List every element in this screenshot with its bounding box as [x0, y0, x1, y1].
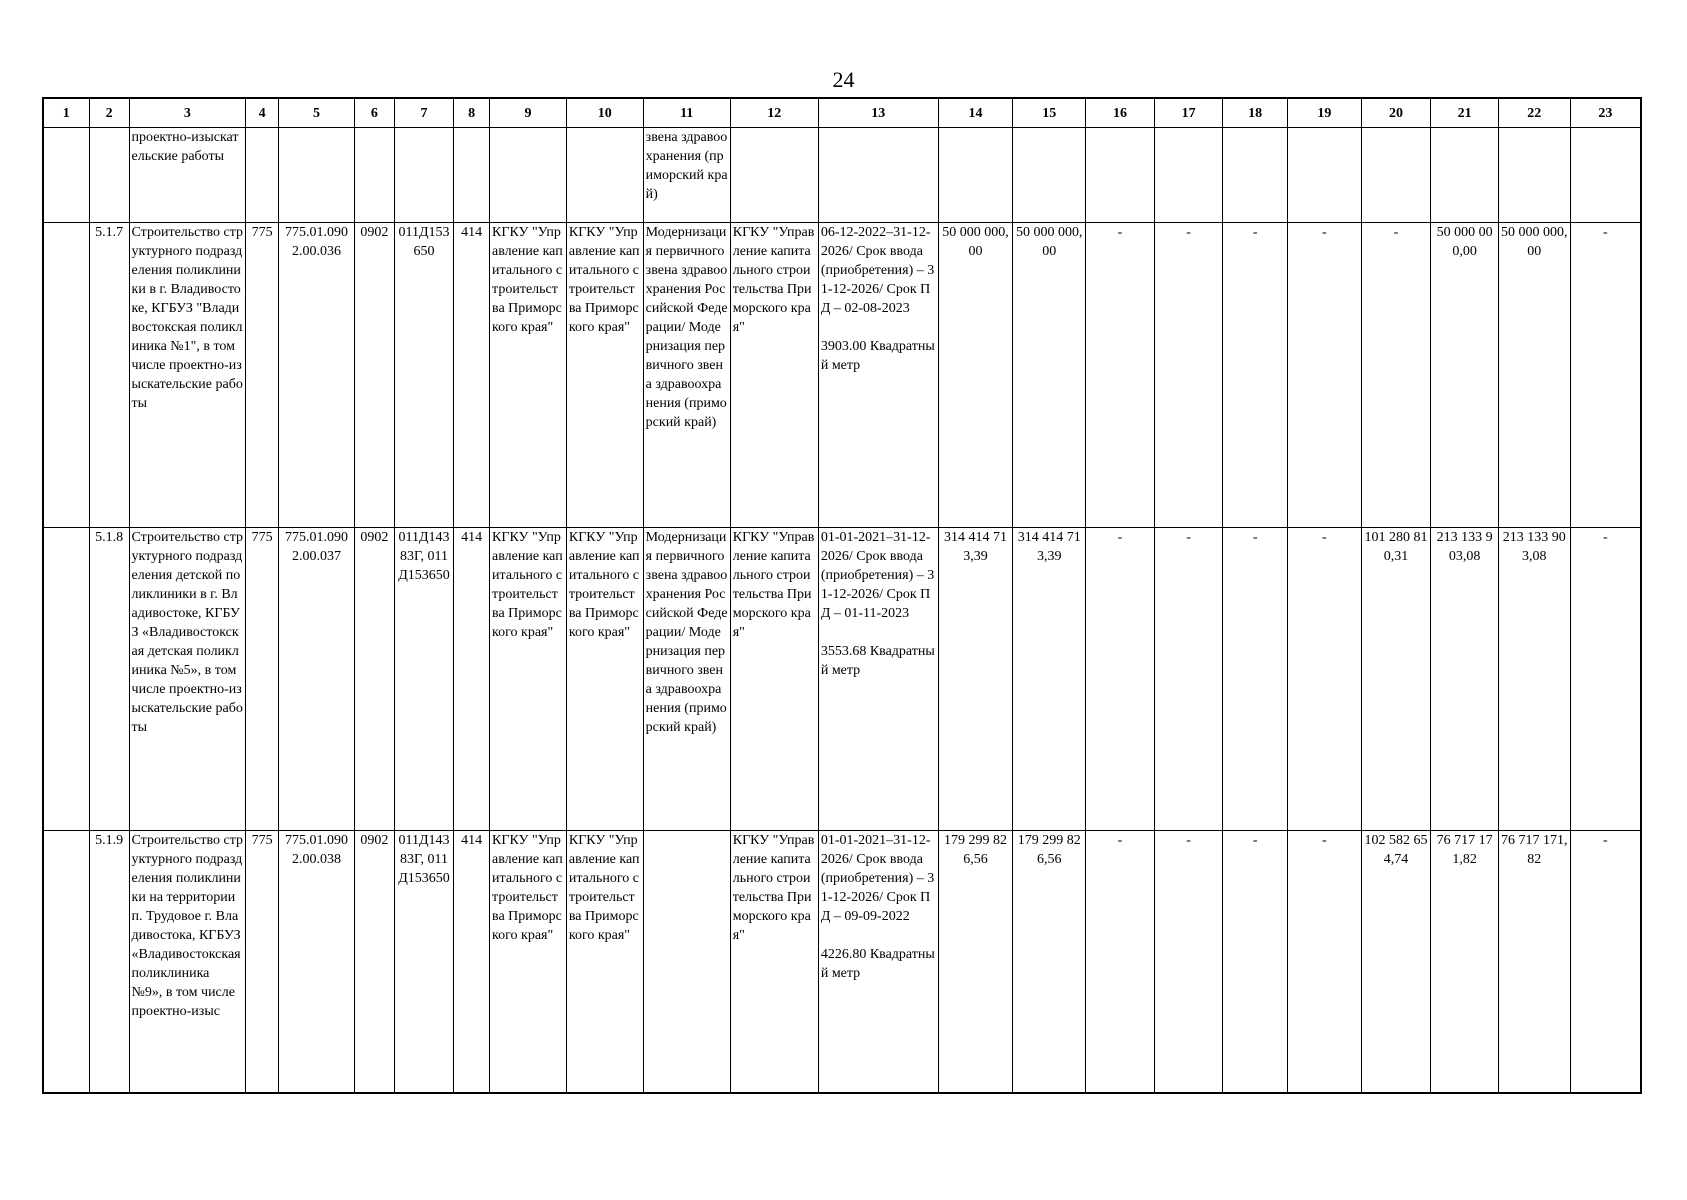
cell-col20: [1361, 128, 1431, 223]
cell-col20: 102 582 654,74: [1361, 831, 1431, 1093]
cell-col16: -: [1086, 223, 1155, 528]
cell-col23: -: [1570, 223, 1641, 528]
cell-col8: 414: [454, 831, 490, 1093]
cell-col19: -: [1287, 223, 1361, 528]
cell-col19: -: [1287, 831, 1361, 1093]
cell-col12: [730, 128, 818, 223]
cell-col4: 775: [246, 223, 279, 528]
table-row: [43, 128, 1641, 223]
cell-col9: КГКУ "Управление капитального строительства Приморского края": [490, 528, 567, 831]
cell-col1: [43, 528, 89, 831]
cell-col1: [43, 223, 89, 528]
column-header: 14: [938, 98, 1013, 128]
cell-col8: 414: [454, 528, 490, 831]
cell-item-number: [89, 128, 129, 223]
cell-item-number: 5.1.9: [89, 831, 129, 1093]
cell-col15: 179 299 826,56: [1013, 831, 1086, 1093]
cell-col9: КГКУ "Управление капитального строительства Приморского края": [490, 831, 567, 1093]
cell-col21: 50 000 000,00: [1431, 223, 1499, 528]
column-header: 10: [566, 98, 643, 128]
cell-col15: 314 414 713,39: [1013, 528, 1086, 831]
cell-col7: 011Д14383Г, 011Д153650: [394, 831, 453, 1093]
cell-col11: [643, 831, 730, 1093]
cell-col21: 213 133 903,08: [1431, 528, 1499, 831]
cell-col6: 0902: [354, 528, 394, 831]
cell-col12: КГКУ "Управление капитального строительства Приморского края": [730, 223, 818, 528]
column-header: 9: [490, 98, 567, 128]
cell-col18: [1223, 128, 1288, 223]
cell-col17: -: [1154, 831, 1223, 1093]
header-row: [43, 98, 1641, 128]
cell-col9: КГКУ "Управление капитального строительства Приморского края": [490, 223, 567, 528]
column-header: 16: [1086, 98, 1155, 128]
cell-col10: КГКУ "Управление капитального строительства Приморского края": [566, 223, 643, 528]
column-header: 18: [1223, 98, 1288, 128]
cell-col5: 775.01.0902.00.036: [279, 223, 355, 528]
cell-col11: Модернизация первичного звена здравоохранения Российской Федерации/ Модернизация первичного звена здравоохранения (приморский край): [643, 528, 730, 831]
cell-col17: [1154, 128, 1223, 223]
cell-col4: 775: [246, 831, 279, 1093]
cell-col21: [1431, 128, 1499, 223]
cell-col5: [279, 128, 355, 223]
cell-col6: 0902: [354, 831, 394, 1093]
column-header: 7: [394, 98, 453, 128]
cell-object-name: Строительство структурного подразделения поликлиники в г. Владивостоке, КГБУЗ "Владивостокская поликлиника №1", в том числе проектно-изыскательские работы: [129, 223, 246, 528]
cell-col22: 76 717 171,82: [1498, 831, 1570, 1093]
cell-col6: [354, 128, 394, 223]
cell-col5: 775.01.0902.00.037: [279, 528, 355, 831]
cell-col12: КГКУ "Управление капитального строительства Приморского края": [730, 528, 818, 831]
cell-col15: 50 000 000,00: [1013, 223, 1086, 528]
column-header: 4: [246, 98, 279, 128]
cell-col13: 01-01-2021–31-12-2026/ Срок ввода (приобретения) – 31-12-2026/ Срок ПД – 01-11-2023 3553.68 Квадратный метр: [818, 528, 938, 831]
cell-col12: КГКУ "Управление капитального строительства Приморского края": [730, 831, 818, 1093]
cell-col8: [454, 128, 490, 223]
column-header: 20: [1361, 98, 1431, 128]
cell-col7: 011Д14383Г, 011Д153650: [394, 528, 453, 831]
cell-col4: 775: [246, 528, 279, 831]
cell-col18: -: [1223, 528, 1288, 831]
cell-col23: -: [1570, 528, 1641, 831]
column-header: 12: [730, 98, 818, 128]
cell-col19: [1287, 128, 1361, 223]
cell-col9: [490, 128, 567, 223]
cell-col7: 011Д153650: [394, 223, 453, 528]
column-header: 17: [1154, 98, 1223, 128]
cell-object-name: проектно-изыскательские работы: [129, 128, 246, 223]
cell-col15: [1013, 128, 1086, 223]
cell-col22: 213 133 903,08: [1498, 528, 1570, 831]
column-header: 6: [354, 98, 394, 128]
table-row: [43, 223, 1641, 528]
column-header: 19: [1287, 98, 1361, 128]
cell-col22: [1498, 128, 1570, 223]
cell-col13: 06-12-2022–31-12-2026/ Срок ввода (приобретения) – 31-12-2026/ Срок ПД – 02-08-2023 3903.00 Квадратный метр: [818, 223, 938, 528]
cell-item-number: 5.1.7: [89, 223, 129, 528]
cell-col23: -: [1570, 831, 1641, 1093]
column-header: 22: [1498, 98, 1570, 128]
cell-col19: -: [1287, 528, 1361, 831]
column-header: 8: [454, 98, 490, 128]
cell-col10: [566, 128, 643, 223]
column-header: 23: [1570, 98, 1641, 128]
column-header: 15: [1013, 98, 1086, 128]
cell-col14: 314 414 713,39: [938, 528, 1013, 831]
cell-col4: [246, 128, 279, 223]
budget-table: [42, 97, 1642, 1094]
cell-col16: -: [1086, 528, 1155, 831]
page-number: 24: [832, 67, 855, 92]
cell-col10: КГКУ "Управление капитального строительства Приморского края": [566, 831, 643, 1093]
cell-col6: 0902: [354, 223, 394, 528]
cell-col1: [43, 831, 89, 1093]
cell-col13: [818, 128, 938, 223]
cell-col22: 50 000 000,00: [1498, 223, 1570, 528]
cell-col18: -: [1223, 831, 1288, 1093]
cell-col18: -: [1223, 223, 1288, 528]
cell-col11: Модернизация первичного звена здравоохранения Российской Федерации/ Модернизация первичного звена здравоохранения (приморский край): [643, 223, 730, 528]
cell-col17: -: [1154, 528, 1223, 831]
cell-col17: -: [1154, 223, 1223, 528]
cell-col8: 414: [454, 223, 490, 528]
table-row: [43, 831, 1641, 1093]
column-header: 1: [43, 98, 89, 128]
cell-col20: 101 280 810,31: [1361, 528, 1431, 831]
column-header: 11: [643, 98, 730, 128]
cell-col14: 50 000 000,00: [938, 223, 1013, 528]
cell-col16: -: [1086, 831, 1155, 1093]
cell-col23: [1570, 128, 1641, 223]
cell-object-name: Строительство структурного подразделения детской поликлиники в г. Владивостоке, КГБУЗ «Владивостокская детская поликлиника №5», в том числе проектно-изыскательские работы: [129, 528, 246, 831]
column-header: 3: [129, 98, 246, 128]
cell-col11: звена здравоохранения (приморский край): [643, 128, 730, 223]
column-header: 13: [818, 98, 938, 128]
cell-col14: 179 299 826,56: [938, 831, 1013, 1093]
table-row: [43, 528, 1641, 831]
cell-col21: 76 717 171,82: [1431, 831, 1499, 1093]
cell-col10: КГКУ "Управление капитального строительства Приморского края": [566, 528, 643, 831]
cell-col14: [938, 128, 1013, 223]
column-header: 5: [279, 98, 355, 128]
cell-object-name: Строительство структурного подразделения поликлиники на территории п. Трудовое г. Владивостока, КГБУЗ «Владивостокская поликлиника №9», в том числе проектно-изыс: [129, 831, 246, 1093]
cell-col13: 01-01-2021–31-12-2026/ Срок ввода (приобретения) – 31-12-2026/ Срок ПД – 09-09-2022 4226.80 Квадратный метр: [818, 831, 938, 1093]
cell-col1: [43, 128, 89, 223]
cell-col16: [1086, 128, 1155, 223]
cell-item-number: 5.1.8: [89, 528, 129, 831]
cell-col7: [394, 128, 453, 223]
cell-col20: -: [1361, 223, 1431, 528]
column-header: 2: [89, 98, 129, 128]
column-header: 21: [1431, 98, 1499, 128]
cell-col5: 775.01.0902.00.038: [279, 831, 355, 1093]
